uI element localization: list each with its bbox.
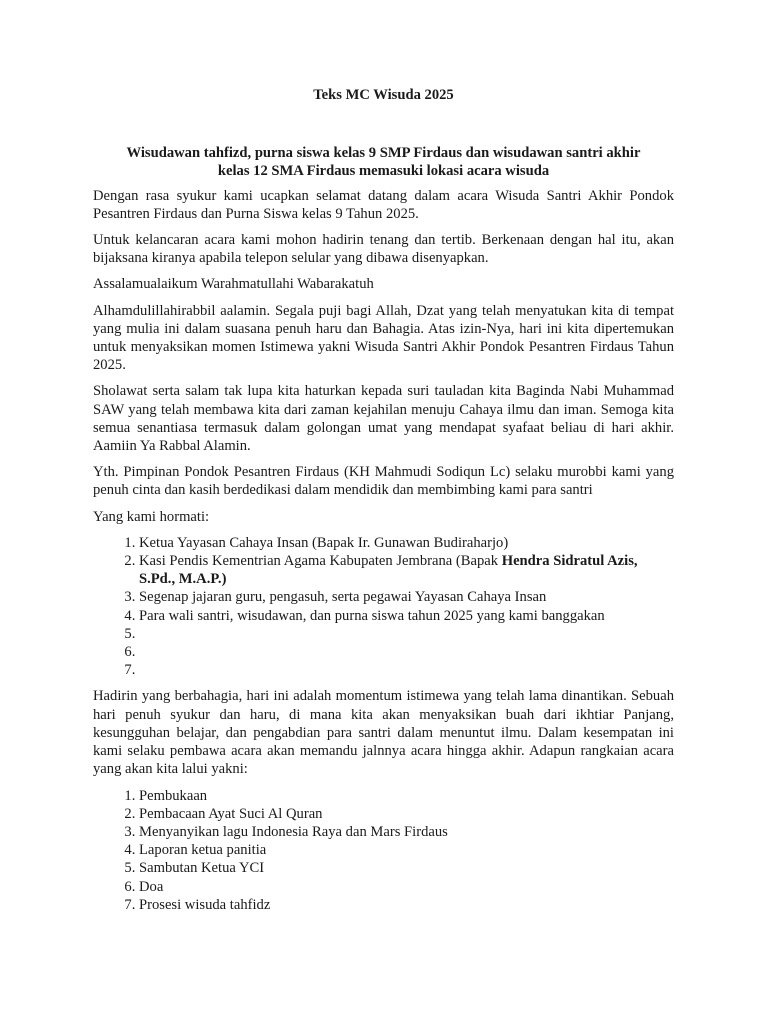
paragraph-order: Untuk kelancaran acara kami mohon hadirin tenang dan tertib. Berkenaan dengan hal itu, akan bijaksana kiranya apabila telepon selular yang dibawa disenyapkan. [93,232,674,267]
list-item [139,588,674,606]
paragraph-welcome: Dengan rasa syukur kami ucapkan selamat datang dalam acara Wisuda Santri Akhir Pondok Pesantren Firdaus dan Purna Siswa kelas 9 Tahun 2025. [93,187,674,222]
list-item: 1. Pembukaan [139,787,674,805]
list-item [139,661,674,679]
list-item [139,552,674,588]
agenda-list [93,787,674,914]
list-item: 3. Menyanyikan lagu Indonesia Raya dan Mars Firdaus [139,823,674,841]
list-item: 6. Doa [139,878,674,896]
paragraph-pimpinan: Yth. Pimpinan Pondok Pesantren Firdaus (KH Mahmudi Sodiqun Lc) selaku murobbi kami yang penuh cinta dan kasih berdedikasi dalam mendidik dan membimbing kami para santri [93,464,674,499]
list-item [139,534,674,552]
subtitle-line-1: Wisudawan tahfizd, purna siswa kelas 9 SMP Firdaus dan wisudawan santri akhir [126,145,641,162]
list-item-text: Kasi Pendis Kementrian Agama Kabupaten Jembrana (Bapak [139,553,502,570]
paragraph-hadirin: Hadirin yang berbahagia, hari ini adalah momentum istimewa yang telah lama dinantikan. Sebuah hari penuh syukur dan haru, di mana kita akan menyaksikan buah dari ikhtiar Panjang, kesungguhan belajar, dan pengabdian para santri dalam menuntut ilmu. Dalam kesempatan ini kami selaku pembawa acara akan memandu jalnnya acara hingga akhir. Adapun rangkaian acara yang akan kita lalui yakni: [93,688,674,778]
document-subtitle [93,144,674,180]
document-title: Teks MC Wisuda 2025 [313,87,454,103]
subtitle-line-2: kelas 12 SMA Firdaus memasuki lokasi acara wisuda [217,163,550,180]
list-item [139,607,674,625]
list-item: 4. Laporan ketua panitia [139,841,674,859]
list-item-text: Para wali santri, wisudawan, dan purna siswa tahun 2025 yang kami banggakan [139,607,605,624]
paragraph-greeting: Assalamualaikum Warahmatullahi Wabarakatuh [93,276,374,293]
honored-guests-list [93,534,674,680]
list-item: 7. Prosesi wisuda tahfidz [139,896,674,914]
list-item-bold-text: Hendra Sidratul Azis, S.Pd., M.A.P.) [139,553,638,588]
paragraph-hormati: Yang kami hormati: [93,508,210,525]
list-item-text: Ketua Yayasan Cahaya Insan (Bapak Ir. Gunawan Budiraharjo) [139,534,509,551]
list-item-text: Segenap jajaran guru, pengasuh, serta pegawai Yayasan Cahaya Insan [139,589,547,606]
list-item: 5. Sambutan Ketua YCI [139,859,674,877]
list-item [139,625,674,643]
paragraph-sholawat: Sholawat serta salam tak lupa kita haturkan kepada suri tauladan kita Baginda Nabi Muhammad SAW yang telah membawa kita dari zaman kejahilan menuju Cahaya ilmu dan iman. Semoga kita semua senantiasa termasuk dalam golongan umat yang mendapat syafaat beliau di hari akhir. Aamiin Ya Rabbal Alamin. [93,383,674,455]
document-page [93,86,674,922]
list-item [139,643,674,661]
list-item: 2. Pembacaan Ayat Suci Al Quran [139,805,674,823]
paragraph-hamdalah: Alhamdulillahirabbil aalamin. Segala puji bagi Allah, Dzat yang telah menyatukan kita di tempat yang mulia ini dalam suasana penuh haru dan Bahagia. Atas izin-Nya, hari ini kita dipertemukan untuk menyaksikan momen Istimewa yakni Wisuda Santri Akhir Pondok Pesantren Firdaus Tahun 2025. [93,302,674,374]
